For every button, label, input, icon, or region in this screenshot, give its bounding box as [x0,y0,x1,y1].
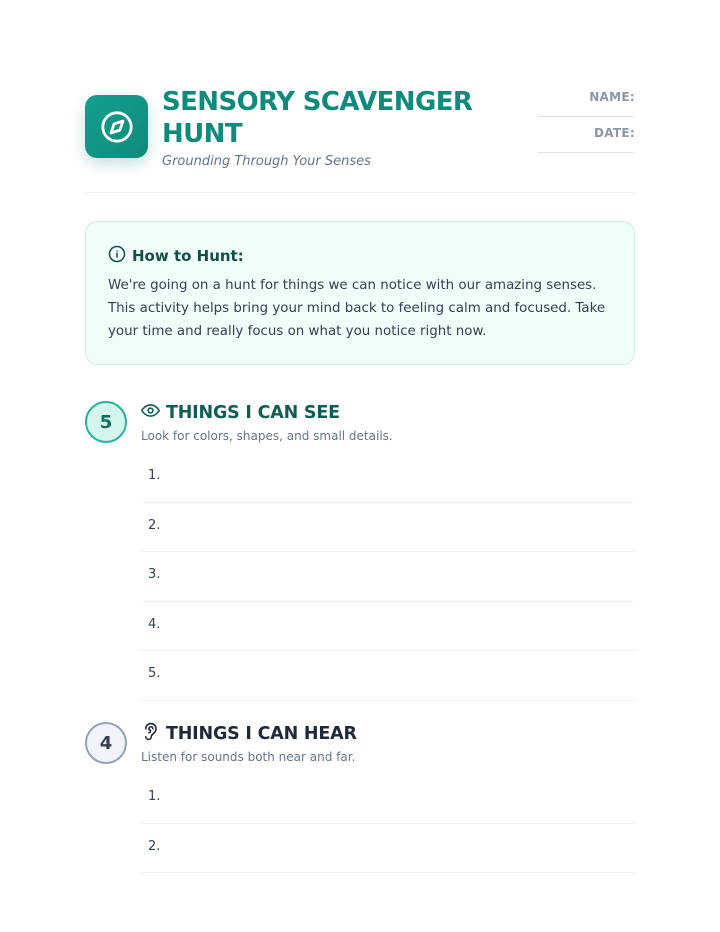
row-number: 2. [148,838,161,854]
answer-list [141,774,635,873]
compass-icon [85,95,148,158]
title-block [162,86,492,169]
answer-row[interactable] [141,503,635,553]
count-badge: 4 [85,722,127,764]
date-field[interactable]: ______________________ [537,144,635,154]
answer-list [141,453,635,701]
date-label: DATE: [594,126,635,140]
row-number: 3. [148,567,161,582]
answer-row[interactable] [141,774,635,824]
row-number: 2. [148,517,161,533]
row-number: 1. [148,468,161,483]
answer-row[interactable] [141,602,635,652]
info-body: We're going on a hunt for things we can notice with our amazing senses. This activity helps bring your mind back to feeling calm and focused. Take your time and really focus on what you notice right now. [108,278,606,339]
how-to-hunt-box [85,221,635,365]
info-heading [108,245,244,267]
row-number: 5. [148,666,161,681]
answer-row[interactable] [141,453,635,503]
count-badge: 5 [85,401,127,443]
worksheet-page [85,0,635,932]
info-title: How to Hunt: [132,247,244,265]
section-heading [141,401,340,424]
section-title: THINGS I CAN HEAR [166,723,357,744]
eye-icon [141,401,160,424]
section-heading [141,722,357,745]
name-label: NAME: [589,90,635,104]
answer-row[interactable] [141,552,635,602]
name-field[interactable]: ______________________ [537,108,635,118]
section-title: THINGS I CAN SEE [166,402,340,423]
page-title: SENSORY SCAVENGER HUNT [162,87,473,149]
info-icon [108,245,126,267]
section-hint: Listen for sounds both near and far. [141,750,356,764]
row-number: 1. [148,789,161,804]
page-subtitle: Grounding Through Your Senses [162,154,371,169]
row-number: 4. [148,616,161,632]
name-date-fields [485,90,635,162]
answer-row[interactable] [141,824,635,874]
section-hint: Look for colors, shapes, and small details. [141,429,393,443]
answer-row[interactable] [141,651,635,701]
worksheet-header [85,86,635,193]
ear-icon [141,722,160,745]
